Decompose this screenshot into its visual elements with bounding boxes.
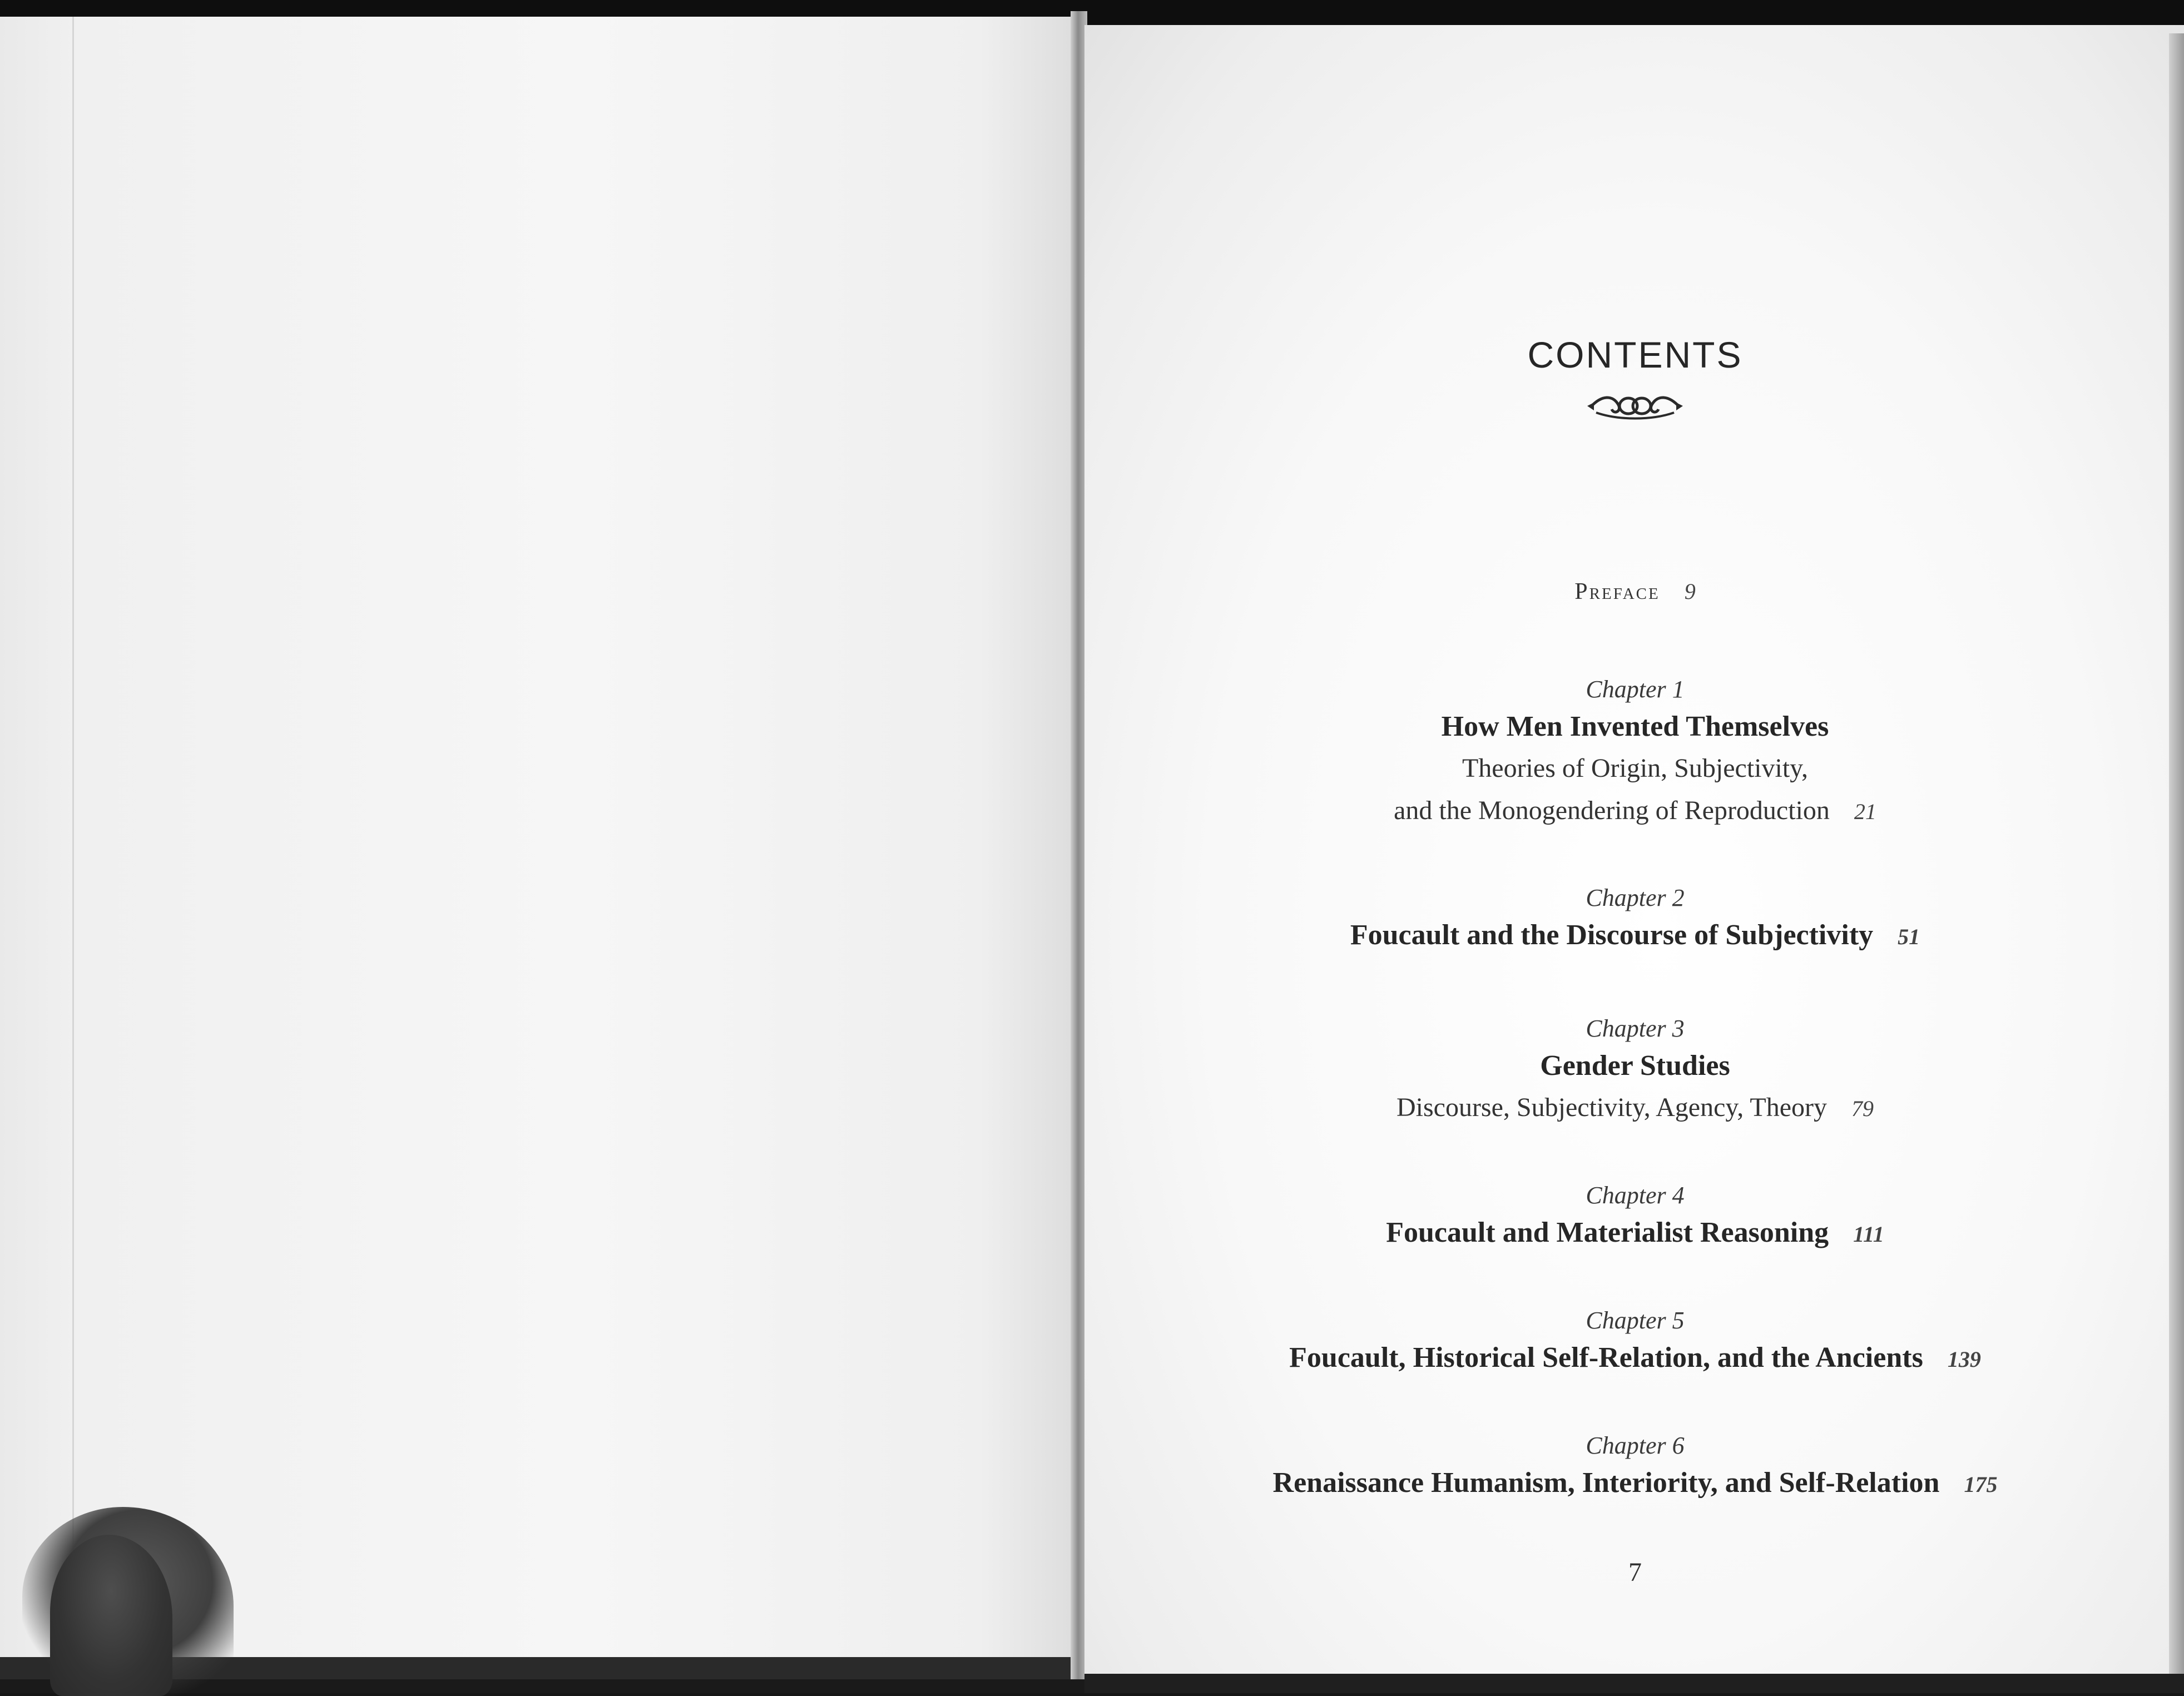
chapter-label: Chapter 6: [1586, 1432, 1685, 1459]
chapter-label: Chapter 4: [1586, 1182, 1685, 1209]
chapter-title: Foucault and Materialist Reasoning: [1386, 1217, 1829, 1248]
chapter-page-number: 51: [1898, 924, 1920, 949]
chapter-title: Gender Studies: [1540, 1050, 1730, 1082]
chapter-title-with-page: [1196, 1462, 2074, 1505]
chapter-title-with-page: [1196, 1212, 2074, 1255]
chapter-title: Renaissance Humanism, Interiority, and Self-Relation: [1272, 1467, 1940, 1499]
preface-page-number: 9: [1684, 579, 1696, 604]
chapter-page-number: 139: [1947, 1347, 1981, 1372]
scroll-ornament-icon: [1585, 389, 1685, 423]
chapter-label: Chapter 2: [1586, 884, 1685, 911]
chapter-label: Chapter 1: [1586, 676, 1685, 703]
chapter-entry-5: [1196, 1304, 2074, 1380]
chapter-title-with-page: [1196, 1337, 2074, 1380]
chapter-label: Chapter 5: [1586, 1307, 1685, 1334]
chapter-entry-1: [1196, 673, 2074, 833]
chapter-title: Foucault, Historical Self-Relation, and the Ancients: [1289, 1342, 1923, 1373]
chapter-label: Chapter 3: [1586, 1015, 1685, 1042]
chapter-title: How Men Invented Themselves: [1441, 711, 1829, 742]
page-folio-number: 7: [1628, 1558, 1642, 1587]
right-page-bottom-edge: [1084, 1674, 2184, 1693]
chapter-entry-3: [1196, 1012, 2074, 1130]
chapter-subtitle-line-with-page: [1196, 1087, 2074, 1130]
right-page-edge: [2169, 33, 2184, 1674]
left-page: [0, 17, 1079, 1679]
chapter-subtitle-line: and the Monogendering of Reproduction: [1394, 796, 1830, 825]
chapter-page-number: 175: [1964, 1472, 1998, 1497]
chapter-subtitle-line: Discourse, Subjectivity, Agency, Theory: [1396, 1093, 1828, 1122]
chapter-page-number: 111: [1853, 1222, 1884, 1247]
chapter-entry-4: [1196, 1179, 2074, 1255]
chapter-title-with-page: [1196, 915, 2074, 958]
chapter-title: Foucault and the Discourse of Subjectivity: [1350, 919, 1874, 951]
contents-heading: CONTENTS: [1527, 334, 1743, 375]
chapter-subtitle-line: Theories of Origin, Subjectivity,: [1462, 753, 1809, 783]
chapter-entry-2: [1196, 881, 2074, 958]
preface-label: Preface: [1574, 579, 1660, 604]
chapter-page-number: 79: [1851, 1096, 1874, 1121]
chapter-subtitle-line-with-page: [1196, 790, 2074, 833]
chapter-page-number: 21: [1854, 799, 1876, 824]
preface-entry: [1196, 578, 2074, 605]
chapter-entry-6: [1196, 1429, 2074, 1505]
left-page-leaf: [72, 17, 1081, 1677]
